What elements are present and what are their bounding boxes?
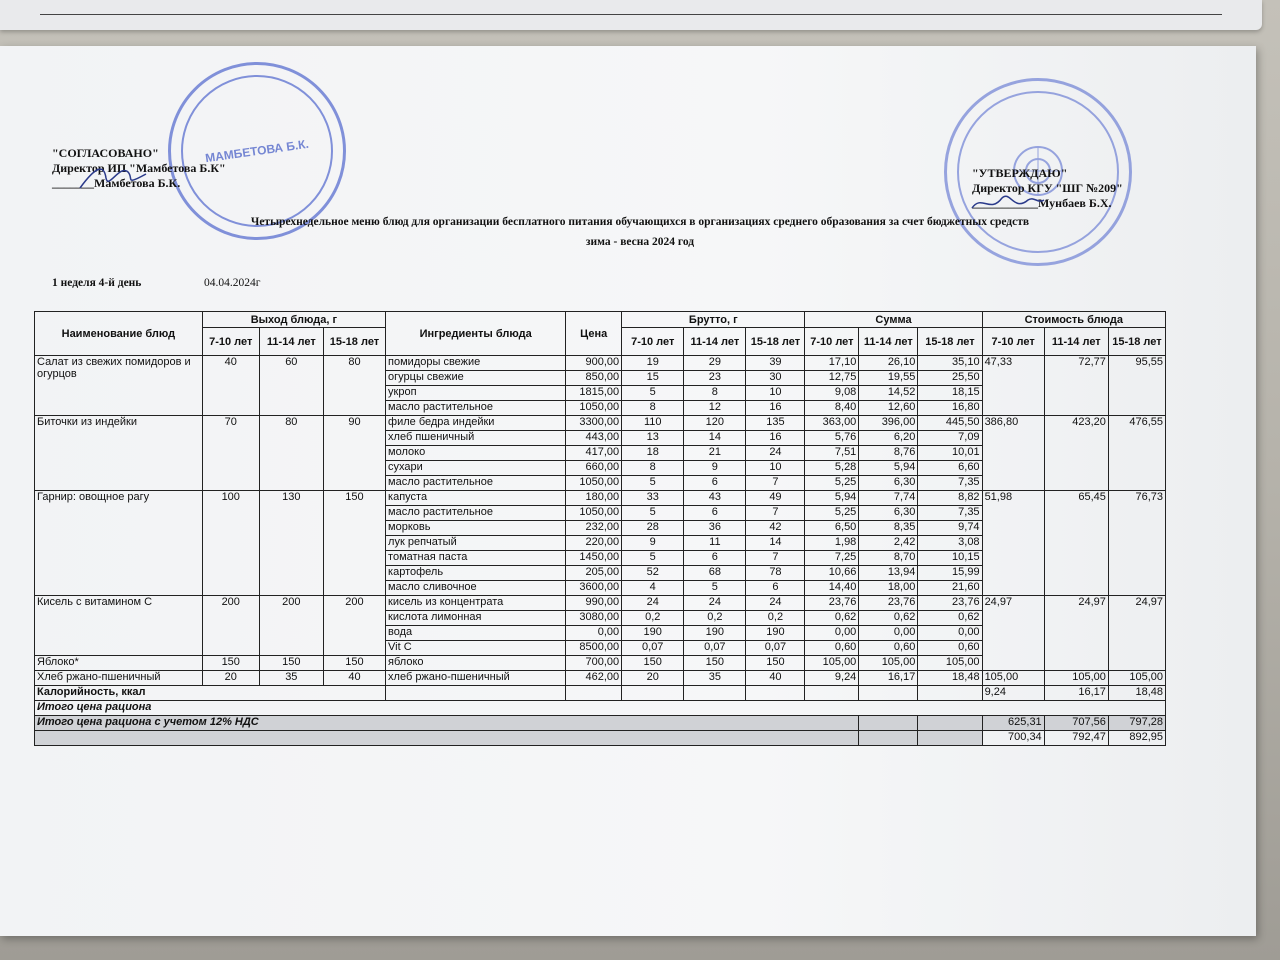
sum-cell: 35,10 [918,356,982,371]
brutto-cell: 14 [746,536,805,551]
brutto-cell: 15 [622,371,684,386]
sum-cell: 18,48 [918,671,982,686]
table-row [35,491,1166,506]
sum-cell: 5,25 [805,506,859,521]
brutto-age-header: 15-18 лет [746,328,805,356]
brutto-cell: 36 [684,521,746,536]
sum-cell: 10,01 [918,446,982,461]
empty-cell [622,686,684,701]
ingredient-price-cell: 660,00 [566,461,622,476]
brutto-cell: 135 [746,416,805,431]
empty-cell [386,686,566,701]
dish-cost-cell: 65,45 [1044,491,1108,596]
sum-cell: 2,42 [859,536,918,551]
sum-cell: 12,75 [805,371,859,386]
brutto-cell: 8 [684,386,746,401]
dish-output-cell: 100 [202,491,259,596]
ingredient-price-cell: 462,00 [566,671,622,686]
sum-cell: 0,00 [805,626,859,641]
sum-cell: 7,74 [859,491,918,506]
ingredient-name-cell: кислота лимонная [386,611,566,626]
sum-age-header: 15-18 лет [918,328,982,356]
sum-cell: 7,51 [805,446,859,461]
ingredient-name-cell: морковь [386,521,566,536]
calories-cost-cell: 16,17 [1044,686,1108,701]
brutto-cell: 7 [746,506,805,521]
sum-cell: 6,60 [918,461,982,476]
dish-cost-cell: 47,33 [982,356,1044,416]
ingredient-name-cell: масло растительное [386,401,566,416]
empty-cell [35,731,859,746]
sum-cell: 0,00 [918,626,982,641]
empty-cell [684,686,746,701]
dish-name-cell: Гарнир: овощное рагу [35,491,203,596]
brutto-cell: 19 [622,356,684,371]
ingredient-price-cell: 1050,00 [566,476,622,491]
sum-cell: 25,50 [918,371,982,386]
dish-cost-cell: 51,98 [982,491,1044,596]
brutto-cell: 24 [684,596,746,611]
ingredient-name-cell: масло растительное [386,506,566,521]
total-label-cell: Итого цена рациона [35,701,1166,716]
ingredient-price-cell: 417,00 [566,446,622,461]
brutto-cell: 190 [622,626,684,641]
sum-cell: 0,62 [918,611,982,626]
sum-cell: 7,25 [805,551,859,566]
right-signature-icon [968,188,1048,218]
cost-age-header: 7-10 лет [982,328,1044,356]
sum-cell: 17,10 [805,356,859,371]
brutto-cell: 6 [746,581,805,596]
dish-cost-cell: 386,80 [982,416,1044,491]
dish-cost-cell: 95,55 [1108,356,1165,416]
ingredient-name-cell: хлеб пшеничный [386,431,566,446]
brutto-cell: 16 [746,431,805,446]
menu-date: 04.04.2024г [204,277,261,289]
brutto-cell: 39 [746,356,805,371]
brutto-cell: 18 [622,446,684,461]
total-value-cell: 625,31 [982,716,1044,731]
brutto-cell: 9 [684,461,746,476]
brutto-cell: 33 [622,491,684,506]
sum-cell: 7,09 [918,431,982,446]
brutto-cell: 7 [746,551,805,566]
col-header-sum: Сумма [805,312,982,328]
brutto-cell: 5 [684,581,746,596]
brutto-cell: 21 [684,446,746,461]
menu-table [34,311,1166,746]
sum-cell: 14,52 [859,386,918,401]
brutto-cell: 11 [684,536,746,551]
brutto-cell: 6 [684,476,746,491]
sum-cell: 1,98 [805,536,859,551]
approved-signature-line: ___________Мунбаев Б.Х. [972,196,1112,210]
ingredient-name-cell: хлеб ржано-пшеничный [386,671,566,686]
ingredient-price-cell: 443,00 [566,431,622,446]
dish-output-cell: 150 [202,656,259,671]
output-age-header: 15-18 лет [323,328,385,356]
dish-output-cell: 130 [259,491,323,596]
brutto-age-header: 11-14 лет [684,328,746,356]
dish-cost-cell: 24,97 [1108,596,1165,671]
empty-cell [859,686,918,701]
sum-cell: 5,25 [805,476,859,491]
brutto-cell: 28 [622,521,684,536]
table-row [35,356,1166,371]
col-header-ingredients: Ингредиенты блюда [386,312,566,356]
ingredient-name-cell: яблоко [386,656,566,671]
sum-cell: 23,76 [805,596,859,611]
ingredient-name-cell: молоко [386,446,566,461]
brutto-cell: 8 [622,401,684,416]
sum-cell: 16,80 [918,401,982,416]
ingredient-name-cell: сухари [386,461,566,476]
col-header-cost: Стоимость блюда [982,312,1165,328]
sum-cell: 0,62 [859,611,918,626]
sum-cell: 15,99 [918,566,982,581]
sum-cell: 5,94 [859,461,918,476]
empty-cell [918,716,982,731]
brutto-cell: 24 [746,446,805,461]
brutto-cell: 0,07 [622,641,684,656]
dish-cost-cell: 24,97 [982,596,1044,671]
total-vat-value-cell: 700,34 [982,731,1044,746]
agreed-director: Директор ИП "Мамбетова Б.К" [52,161,226,175]
sum-cell: 16,17 [859,671,918,686]
sum-cell: 9,24 [805,671,859,686]
agreed-signature-line: _______Мамбетова Б.К. [52,176,181,190]
total-vat-value-cell: 892,95 [1108,731,1165,746]
ingredient-price-cell: 3080,00 [566,611,622,626]
brutto-cell: 7 [746,476,805,491]
table-row [35,671,1166,686]
brutto-cell: 24 [622,596,684,611]
sum-cell: 5,28 [805,461,859,476]
ingredient-name-cell: кисель из концентрата [386,596,566,611]
brutto-cell: 40 [746,671,805,686]
ingredient-price-cell: 990,00 [566,596,622,611]
sum-cell: 445,50 [918,416,982,431]
sum-cell: 14,40 [805,581,859,596]
dish-name-cell: Биточки из индейки [35,416,203,491]
ingredient-name-cell: укроп [386,386,566,401]
empty-cell [859,716,918,731]
brutto-cell: 4 [622,581,684,596]
table-row [35,416,1166,431]
stamp-center-text: МАМБЕТОВА Б.К. [204,136,310,166]
sum-cell: 396,00 [859,416,918,431]
dish-cost-cell: 105,00 [982,671,1044,686]
brutto-cell: 0,2 [622,611,684,626]
sum-cell: 0,00 [859,626,918,641]
brutto-cell: 190 [746,626,805,641]
brutto-cell: 10 [746,386,805,401]
ingredient-name-cell: огурцы свежие [386,371,566,386]
col-header-price: Цена [566,312,622,356]
empty-cell [918,731,982,746]
sum-cell: 8,70 [859,551,918,566]
col-header-output: Выход блюда, г [202,312,385,328]
dish-output-cell: 90 [323,416,385,491]
dish-output-cell: 200 [202,596,259,656]
ingredient-name-cell: филе бедра индейки [386,416,566,431]
dish-cost-cell: 476,55 [1108,416,1165,491]
dish-cost-cell: 423,20 [1044,416,1108,491]
brutto-cell: 9 [622,536,684,551]
brutto-cell: 29 [684,356,746,371]
approved-label: "УТВЕРЖДАЮ" [972,166,1068,180]
total-row [35,701,1166,716]
sum-cell: 18,15 [918,386,982,401]
empty-cell [918,686,982,701]
empty-cell [859,731,918,746]
sum-cell: 8,76 [859,446,918,461]
brutto-cell: 5 [622,551,684,566]
ingredient-name-cell: вода [386,626,566,641]
document-subtitle: зима - весна 2024 год [585,236,695,248]
brutto-cell: 35 [684,671,746,686]
ingredient-price-cell: 850,00 [566,371,622,386]
brutto-cell: 0,07 [684,641,746,656]
dish-cost-cell: 72,77 [1044,356,1108,416]
ingredient-price-cell: 3600,00 [566,581,622,596]
sum-cell: 7,35 [918,506,982,521]
ingredient-name-cell: масло сливочное [386,581,566,596]
ingredient-price-cell: 900,00 [566,356,622,371]
table-row [35,596,1166,611]
sum-cell: 19,55 [859,371,918,386]
sum-cell: 6,20 [859,431,918,446]
ingredient-name-cell: томатная паста [386,551,566,566]
dish-output-cell: 150 [323,491,385,596]
brutto-cell: 5 [622,386,684,401]
dish-output-cell: 150 [259,656,323,671]
brutto-cell: 30 [746,371,805,386]
ingredient-name-cell: масло растительное [386,476,566,491]
sum-cell: 21,60 [918,581,982,596]
ingredient-price-cell: 8500,00 [566,641,622,656]
sum-cell: 0,60 [805,641,859,656]
brutto-cell: 0,07 [746,641,805,656]
dish-output-cell: 200 [259,596,323,656]
dish-output-cell: 40 [323,671,385,686]
brutto-cell: 16 [746,401,805,416]
brutto-cell: 150 [622,656,684,671]
sum-cell: 7,35 [918,476,982,491]
sum-cell: 12,60 [859,401,918,416]
calories-cost-cell: 9,24 [982,686,1044,701]
dish-name-cell: Хлеб ржано-пшеничный [35,671,203,686]
brutto-cell: 110 [622,416,684,431]
dish-output-cell: 20 [202,671,259,686]
brutto-cell: 24 [746,596,805,611]
sum-cell: 10,15 [918,551,982,566]
calories-label-cell: Калорийность, ккал [35,686,386,701]
previous-sheet-edge [0,0,1262,30]
ingredient-name-cell: помидоры свежие [386,356,566,371]
brutto-cell: 120 [684,416,746,431]
brutto-cell: 20 [622,671,684,686]
agreed-label: "СОГЛАСОВАНО" [52,146,159,160]
brutto-cell: 10 [746,461,805,476]
brutto-age-header: 7-10 лет [622,328,684,356]
sum-cell: 105,00 [918,656,982,671]
col-header-brutto: Брутто, г [622,312,805,328]
dish-output-cell: 80 [259,416,323,491]
brutto-cell: 78 [746,566,805,581]
ingredient-name-cell: капуста [386,491,566,506]
ingredient-price-cell: 205,00 [566,566,622,581]
dish-output-cell: 35 [259,671,323,686]
total-vat-value-cell: 792,47 [1044,731,1108,746]
ingredient-name-cell: картофель [386,566,566,581]
sum-cell: 5,94 [805,491,859,506]
ingredient-price-cell: 1050,00 [566,506,622,521]
sum-cell: 10,66 [805,566,859,581]
document-title: Четырехнедельное меню блюд для организации бесплатного питания обучающихся в организациях среднего образования за счет бюджетных средств [250,216,1030,228]
ingredient-price-cell: 3300,00 [566,416,622,431]
ingredient-price-cell: 0,00 [566,626,622,641]
calories-row [35,686,1166,701]
total-vat-label-cell: Итого цена рациона с учетом 12% НДС [35,716,859,731]
cost-age-header: 11-14 лет [1044,328,1108,356]
empty-cell [566,686,622,701]
sum-cell: 23,76 [918,596,982,611]
sum-cell: 9,74 [918,521,982,536]
total-value-cell: 797,28 [1108,716,1165,731]
sum-cell: 5,76 [805,431,859,446]
total-vat-values-row [35,731,1166,746]
sum-cell: 363,00 [805,416,859,431]
brutto-cell: 13 [622,431,684,446]
ingredient-price-cell: 232,00 [566,521,622,536]
brutto-cell: 150 [684,656,746,671]
brutto-cell: 0,2 [746,611,805,626]
output-age-header: 7-10 лет [202,328,259,356]
dish-name-cell: Кисель с витамином С [35,596,203,656]
sum-cell: 0,60 [918,641,982,656]
ingredient-name-cell: Vit C [386,641,566,656]
sum-cell: 8,40 [805,401,859,416]
brutto-cell: 12 [684,401,746,416]
sum-cell: 18,00 [859,581,918,596]
brutto-cell: 14 [684,431,746,446]
brutto-cell: 43 [684,491,746,506]
sum-cell: 8,35 [859,521,918,536]
sum-cell: 6,30 [859,506,918,521]
sum-cell: 6,30 [859,476,918,491]
sum-cell: 9,08 [805,386,859,401]
brutto-cell: 42 [746,521,805,536]
dish-name-cell: Яблоко* [35,656,203,671]
sum-cell: 0,60 [859,641,918,656]
dish-output-cell: 200 [323,596,385,656]
left-signature-icon [76,160,156,196]
brutto-cell: 49 [746,491,805,506]
brutto-cell: 190 [684,626,746,641]
sum-cell: 6,50 [805,521,859,536]
col-header-dish: Наименование блюд [35,312,203,356]
output-age-header: 11-14 лет [259,328,323,356]
sum-cell: 26,10 [859,356,918,371]
empty-cell [746,686,805,701]
dish-output-cell: 80 [323,356,385,416]
brutto-cell: 6 [684,551,746,566]
dish-output-cell: 150 [323,656,385,671]
dish-output-cell: 60 [259,356,323,416]
brutto-cell: 150 [746,656,805,671]
brutto-cell: 6 [684,506,746,521]
approved-director: Директор КГУ "ШГ №209" [972,181,1123,195]
dish-output-cell: 40 [202,356,259,416]
dish-cost-cell: 105,00 [1044,671,1108,686]
calories-cost-cell: 18,48 [1108,686,1165,701]
ingredient-price-cell: 1050,00 [566,401,622,416]
sum-age-header: 11-14 лет [859,328,918,356]
dish-cost-cell: 24,97 [1044,596,1108,671]
ingredient-price-cell: 1815,00 [566,386,622,401]
sum-cell: 3,08 [918,536,982,551]
sum-cell: 23,76 [859,596,918,611]
brutto-cell: 8 [622,461,684,476]
week-day-label: 1 неделя 4-й день [52,277,142,289]
empty-cell [805,686,859,701]
brutto-cell: 23 [684,371,746,386]
sum-cell: 105,00 [805,656,859,671]
dish-cost-cell: 105,00 [1108,671,1165,686]
cost-age-header: 15-18 лет [1108,328,1165,356]
ingredient-name-cell: лук репчатый [386,536,566,551]
ingredient-price-cell: 180,00 [566,491,622,506]
brutto-cell: 68 [684,566,746,581]
ingredient-price-cell: 220,00 [566,536,622,551]
ingredient-price-cell: 1450,00 [566,551,622,566]
sum-cell: 0,62 [805,611,859,626]
sum-age-header: 7-10 лет [805,328,859,356]
brutto-cell: 0,2 [684,611,746,626]
dish-cost-cell: 76,73 [1108,491,1165,596]
sum-cell: 13,94 [859,566,918,581]
brutto-cell: 5 [622,506,684,521]
dish-output-cell: 70 [202,416,259,491]
dish-name-cell: Салат из свежих помидоров и огурцов [35,356,203,416]
sum-cell: 105,00 [859,656,918,671]
ingredient-price-cell: 700,00 [566,656,622,671]
total-value-cell: 707,56 [1044,716,1108,731]
brutto-cell: 52 [622,566,684,581]
brutto-cell: 5 [622,476,684,491]
left-round-stamp [168,62,346,240]
sum-cell: 8,82 [918,491,982,506]
total-vat-row [35,716,1166,731]
